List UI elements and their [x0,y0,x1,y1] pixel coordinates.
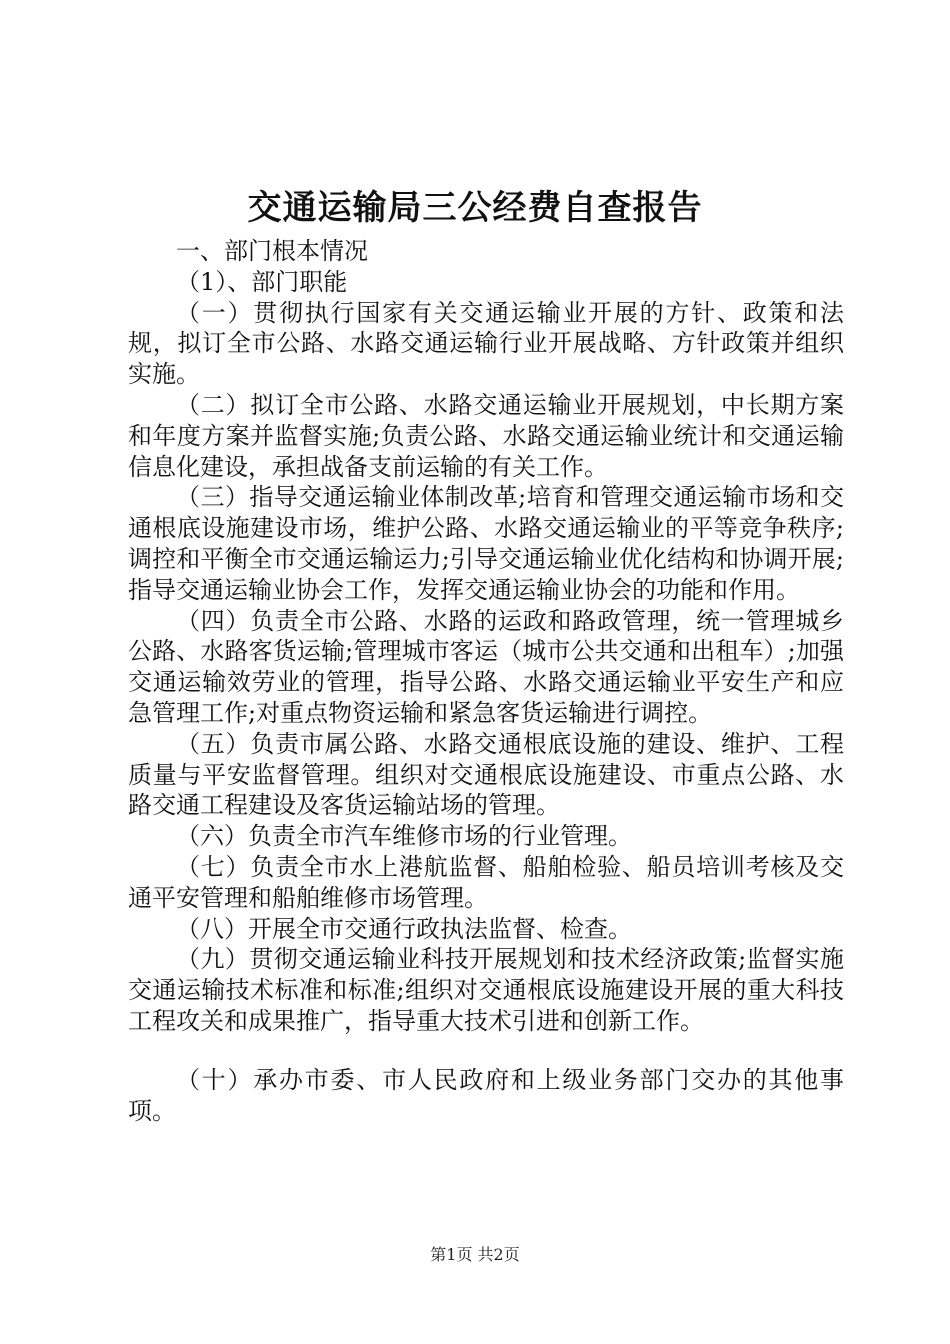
paragraph-duty-6: （六）负责全市汽车维修市场的行业管理。 [176,822,632,851]
paragraph-duty-3: （三）指导交通运输业体制改革;培育和管理交通运输市场和交通根底设施建设市场，维护公路、水路交通运输业的平等竞争秩序;调控和平衡全市交通运输运力;引导交通运输业优化结构和协调开展;指导交通运输业协会工作，发挥交通运输业协会的功能和作用。 [128,483,844,604]
paragraph-duty-5: （五）负责市属公路、水路交通根底设施的建设、维护、工程质量与平安监督管理。组织对交通根底设施建设、市重点公路、水路交通工程建设及客货运输站场的管理。 [128,729,844,820]
paragraph-duty-4: （四）负责全市公路、水路的运政和路政管理，统一管理城乡公路、水路客货运输;管理城市客运（城市公共交通和出租车）;加强交通运输效劳业的管理，指导公路、水路交通运输业平安生产和应急管理工作;对重点物资运输和紧急客货运输进行调控。 [128,606,844,727]
paragraph-duty-10: （十）承办市委、市人民政府和上级业务部门交办的其他事项。 [128,1065,844,1125]
document-title: 交通运输局三公经费自查报告 [247,188,703,228]
paragraph-duty-2: （二）拟订全市公路、水路交通运输业开展规划，中长期方案和年度方案并监督实施;负责公路、水路交通运输业统计和交通运输信息化建设，承担战备支前运输的有关工作。 [128,390,844,481]
section-heading: 一、部门根本情况 [176,237,368,265]
paragraph-duty-8: （八）开展全市交通行政执法监督、检查。 [176,914,632,943]
paragraph-duty-1: （一）贯彻执行国家有关交通运输业开展的方针、政策和法规，拟订全市公路、水路交通运输行业开展战略、方针政策并组织实施。 [128,298,844,389]
paragraph-duty-7: （七）负责全市水上港航监督、船舶检验、船员培训考核及交通平安管理和船舶维修市场管理。 [128,852,844,912]
subsection-heading: （1）、部门职能 [176,267,348,296]
page-footer: 第1页 共2页 [430,1245,520,1264]
paragraph-duty-9: （九）贯彻交通运输业科技开展规划和技术经济政策;监督实施交通运输技术标准和标准;组织对交通根底设施建设开展的重大科技工程攻关和成果推广，指导重大技术引进和创新工作。 [128,945,844,1035]
document-body [128,236,844,1126]
